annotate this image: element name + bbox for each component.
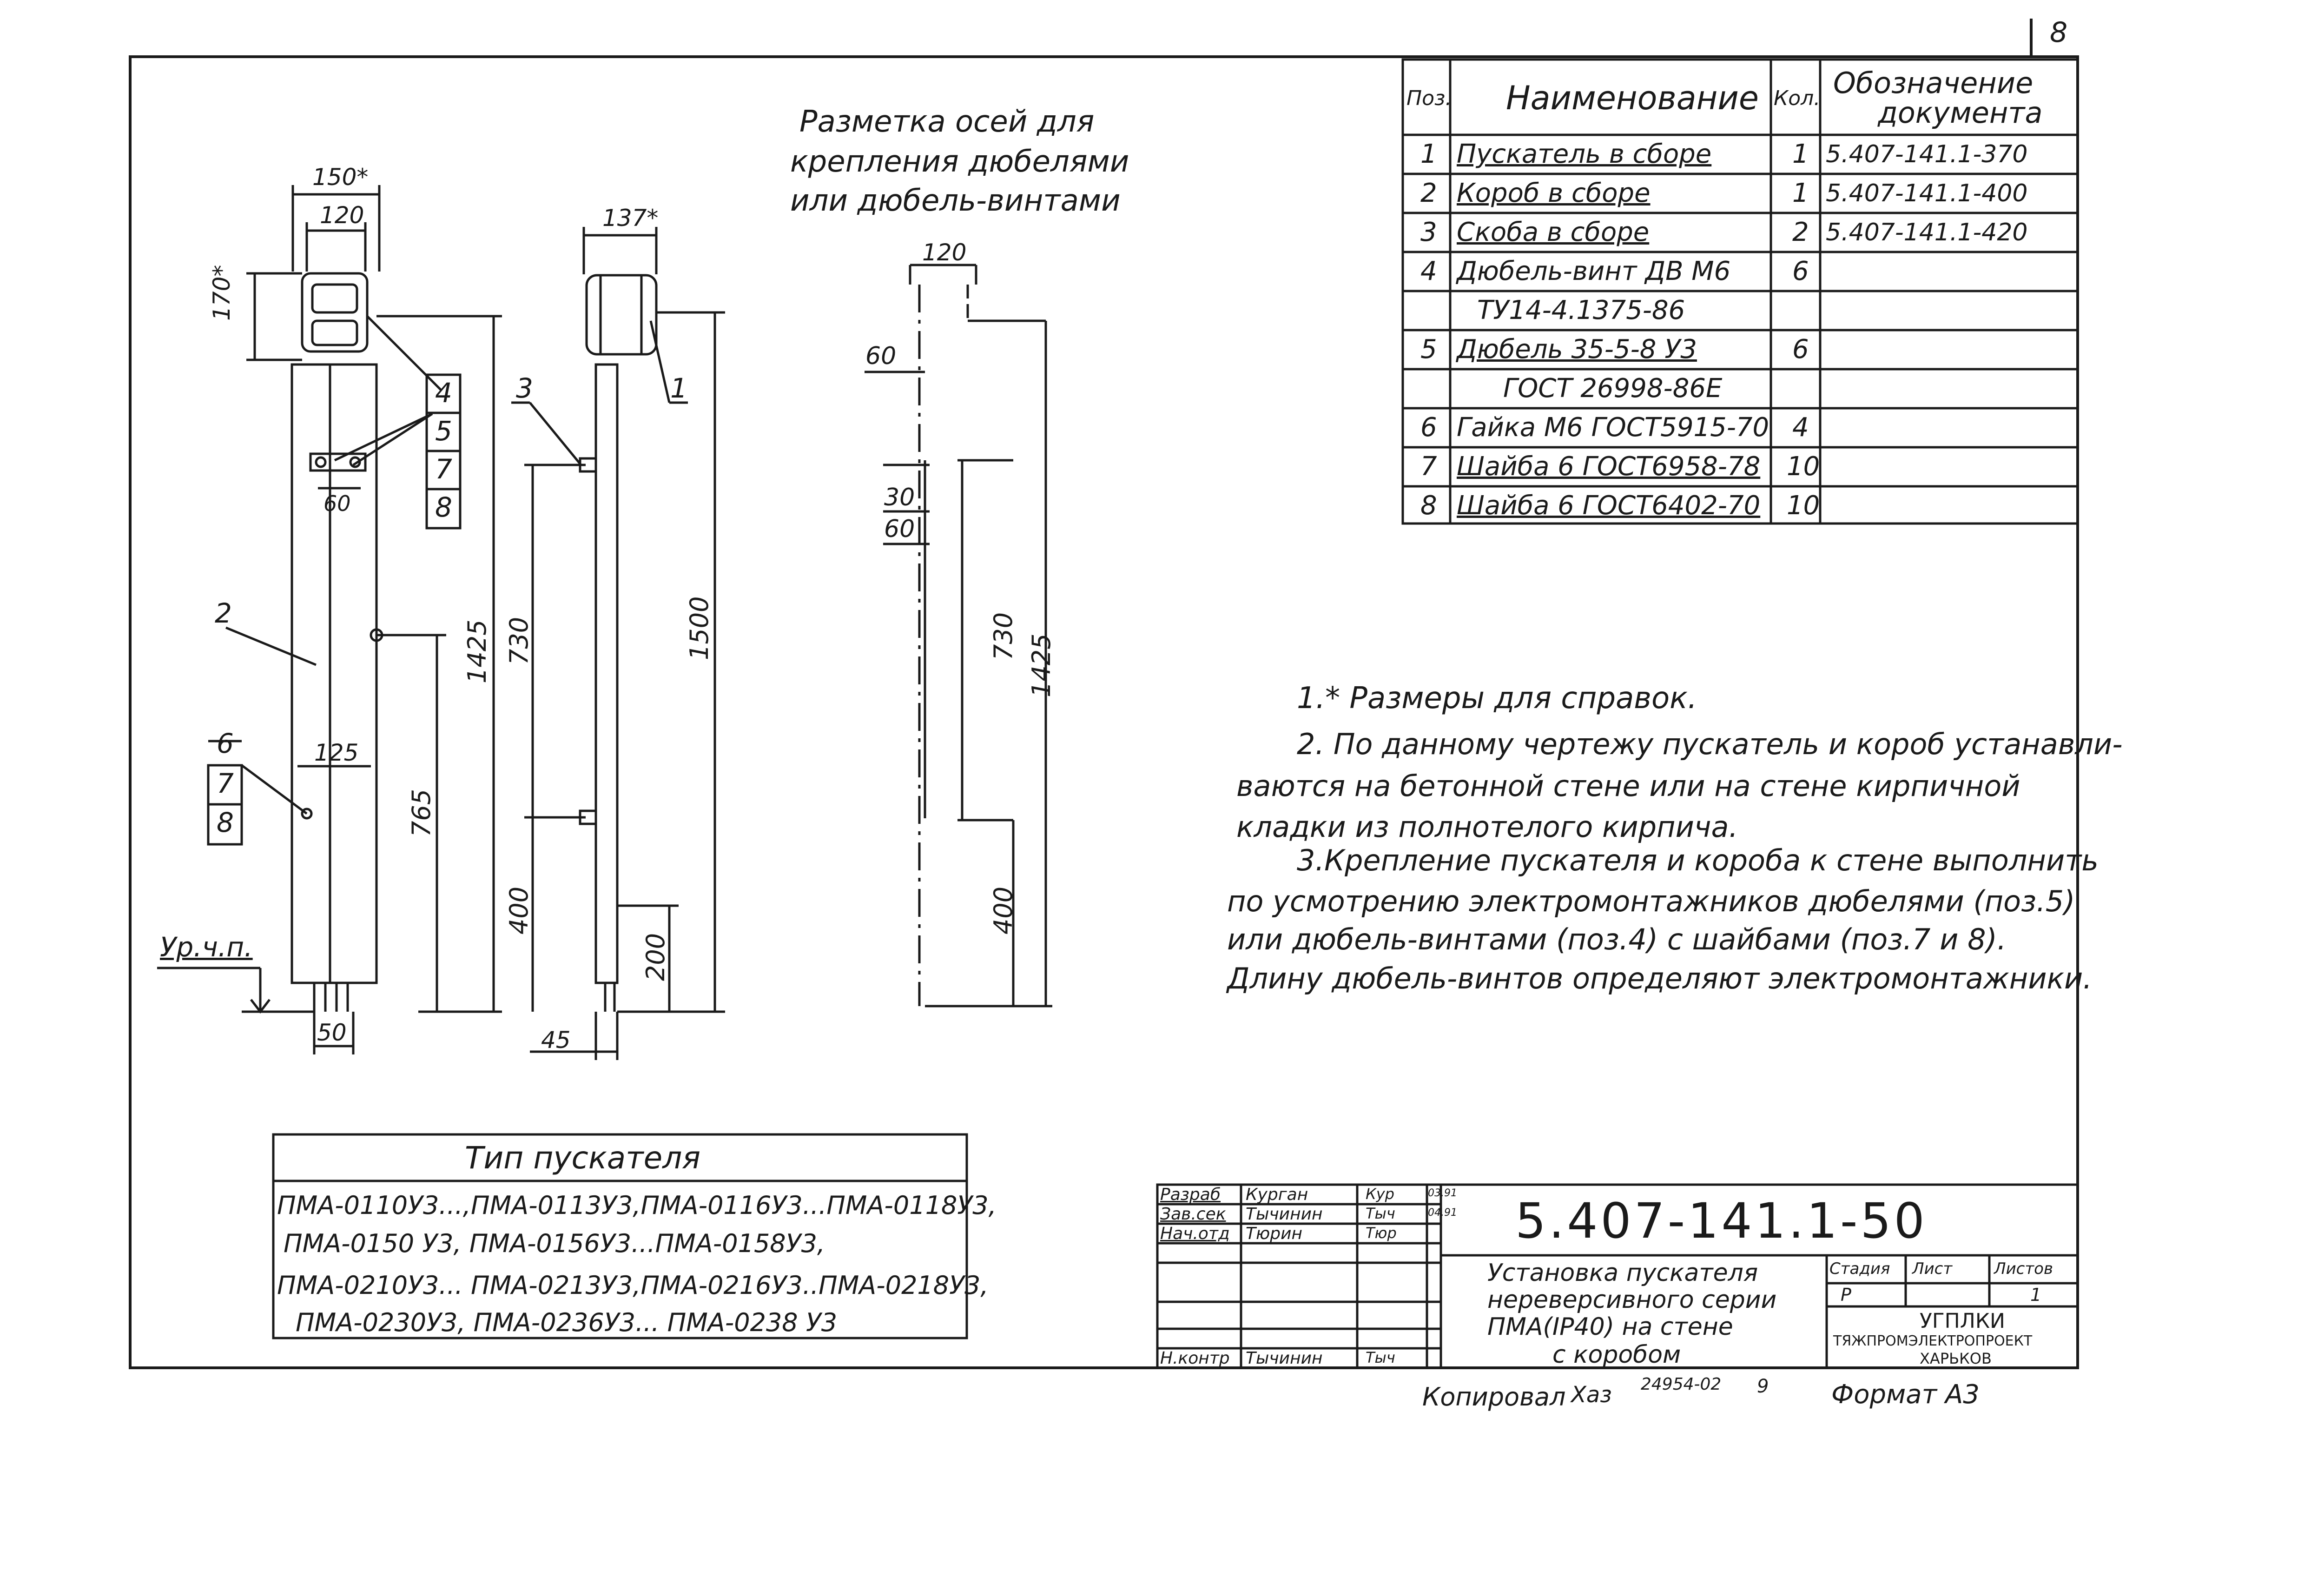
starter-types-title: Тип пускателя [465, 1140, 701, 1176]
callout-4: 4 [435, 377, 452, 409]
tb-desc-4: с коробом [1552, 1341, 1681, 1369]
dim-730-layout: 730 [989, 612, 1018, 660]
dim-400-layout: 400 [989, 886, 1018, 935]
tb-role-1: Зав.сек [1160, 1205, 1226, 1224]
footer-copied-sign: Хаз [1571, 1382, 1612, 1408]
tb-sign-1: Тыч [1366, 1205, 1395, 1222]
callout-5: 5 [435, 415, 452, 447]
tb-desc-1: Установка пускателя [1487, 1259, 1758, 1287]
table-row: 1 Пускатель в сборе 1 5.407-141.1-370 [1420, 139, 2028, 169]
callout-8: 8 [435, 491, 452, 523]
parts-header-doc-1: Обозначение [1833, 66, 2034, 100]
tb-role-2: Нач.отд [1160, 1224, 1230, 1243]
dim-1500: 1500 [685, 596, 714, 660]
tb-name-1: Тычинин [1246, 1205, 1323, 1224]
parts-header-pos: Поз. [1406, 86, 1452, 110]
table-row: 4 Дюбель-винт ДВ М6 6 [1420, 256, 1809, 286]
footer-page: 9 [1757, 1376, 1769, 1397]
tb-date-1: 04.91 [1428, 1207, 1457, 1219]
tb-org-1: УГПЛКИ [1920, 1309, 2005, 1333]
callout-7: 7 [435, 453, 452, 485]
dim-60-layout: 60 [865, 342, 897, 370]
tb-org-2: ТЯЖПРОМЭЛЕКТРОПРОЕКТ [1833, 1333, 2033, 1349]
tb-stage: Р [1841, 1285, 1851, 1305]
document-code: 5.407-141.1-50 [1515, 1193, 1928, 1249]
table-row: 3 Скоба в сборе 2 5.407-141.1-420 [1420, 217, 2028, 247]
tb-sheet-label: Лист [1912, 1259, 1953, 1278]
callout-1: 1 [670, 372, 687, 404]
note-2c: кладки из полнотелого кирпича. [1236, 810, 1738, 844]
note-1: 1.* Размеры для справок. [1297, 681, 1697, 716]
tb-desc-3: ПМА(IP40) на стене [1487, 1313, 1733, 1341]
table-row: ГОСТ 26998-86Е [1503, 373, 1723, 404]
note-3d: Длину дюбель-винтов определяют электромонтажники. [1227, 961, 2092, 995]
table-row: 7 Шайба 6 ГОСТ6958-78 10 [1420, 451, 1820, 482]
tb-sign-0: Кур [1366, 1185, 1394, 1203]
dim-50: 50 [317, 1019, 347, 1046]
tb-sheets: 1 [2030, 1285, 2042, 1305]
floor-level-label: Ур.ч.п. [160, 931, 253, 963]
dim-400-side: 400 [504, 886, 534, 935]
callout-6: 6 [217, 728, 234, 759]
tb-sheets-label: Листов [1994, 1259, 2053, 1278]
corner-mark: 8 [2050, 16, 2068, 49]
footer-order: 24954-02 [1641, 1375, 1722, 1394]
footer-format: Формат А3 [1831, 1379, 1980, 1410]
tb-desc-2: нереверсивного серии [1487, 1286, 1777, 1314]
table-row: 8 Шайба 6 ГОСТ6402-70 10 [1420, 491, 1820, 521]
footer-copied: Копировал [1422, 1382, 1566, 1412]
table-row: 6 Гайка М6 ГОСТ5915-70 4 [1420, 412, 1809, 443]
axes-heading-line3: или дюбель-винтами [790, 184, 1121, 218]
note-2a: 2. По данному чертежу пускатель и короб устанавли- [1297, 727, 2123, 761]
dim-730-side: 730 [504, 616, 534, 665]
dim-137: 137* [602, 205, 659, 232]
tb-role-3: Н.контр [1160, 1349, 1230, 1368]
table-row: 5 Дюбель 35-5-8 У3 6 [1420, 334, 1809, 365]
dim-1425-layout: 1425 [1027, 633, 1056, 697]
dim-125: 125 [314, 739, 359, 766]
starter-types-line-3: ПМА-0210У3... ПМА-0213У3,ПМА-0216У3..ПМА-0218У3, [277, 1271, 989, 1300]
dim-60: 60 [324, 491, 351, 516]
callout-8b: 8 [217, 807, 234, 838]
note-2b: ваются на бетонной стене или на стене кирпичной [1236, 769, 2020, 803]
note-3b: по усмотрению электромонтажников дюбелями (поз.5) [1227, 884, 2075, 918]
dim-1425: 1425 [462, 619, 492, 683]
dim-200: 200 [641, 933, 670, 981]
note-3a: 3.Крепление пускателя и короба к стене выполнить [1297, 843, 2099, 877]
starter-types-line-2: ПМА-0150 У3, ПМА-0156У3...ПМА-0158У3, [284, 1229, 825, 1258]
callout-2: 2 [215, 597, 232, 629]
callout-3: 3 [516, 372, 533, 404]
dim-60b-layout: 60 [884, 515, 915, 543]
dim-170: 170* [208, 265, 235, 321]
dim-765: 765 [407, 789, 436, 837]
dim-120: 120 [320, 202, 364, 229]
dim-30-layout: 30 [884, 484, 915, 511]
parts-header-name: Наименование [1506, 79, 1759, 117]
dim-120-layout: 120 [922, 239, 967, 266]
tb-name-3: Тычинин [1246, 1349, 1323, 1368]
parts-header-doc-2: документа [1878, 96, 2043, 130]
note-3c: или дюбель-винтами (поз.4) с шайбами (поз.7 и 8). [1227, 922, 2007, 956]
starter-types-line-4: ПМА-0230У3, ПМА-0236У3... ПМА-0238 У3 [296, 1308, 838, 1337]
tb-date-0: 03.91 [1428, 1187, 1457, 1199]
tb-sign-3: Тыч [1366, 1349, 1395, 1366]
callout-7b: 7 [217, 768, 234, 799]
axes-heading-line2: крепления дюбелями [790, 145, 1129, 179]
starter-types-line-1: ПМА-0110У3...,ПМА-0113У3,ПМА-0116У3...ПМА-0118У3, [277, 1191, 997, 1220]
table-row: 2 Короб в сборе 1 5.407-141.1-400 [1420, 178, 2028, 208]
dim-45: 45 [541, 1027, 571, 1054]
axes-heading-line1: Разметка осей для [799, 105, 1095, 139]
tb-stage-label: Стадия [1829, 1259, 1890, 1278]
tb-sign-2: Тюр [1366, 1224, 1397, 1242]
dim-150: 150* [312, 164, 369, 191]
layout-view [865, 265, 1056, 1006]
parts-header-qty: Кол. [1774, 86, 1821, 110]
tb-role-0: Разраб [1160, 1185, 1221, 1204]
table-row: ТУ14-4.1375-86 [1477, 295, 1685, 325]
tb-name-2: Тюрин [1246, 1224, 1303, 1243]
tb-org-3: ХАРЬКОВ [1920, 1350, 1992, 1367]
tb-name-0: Курган [1246, 1185, 1308, 1204]
